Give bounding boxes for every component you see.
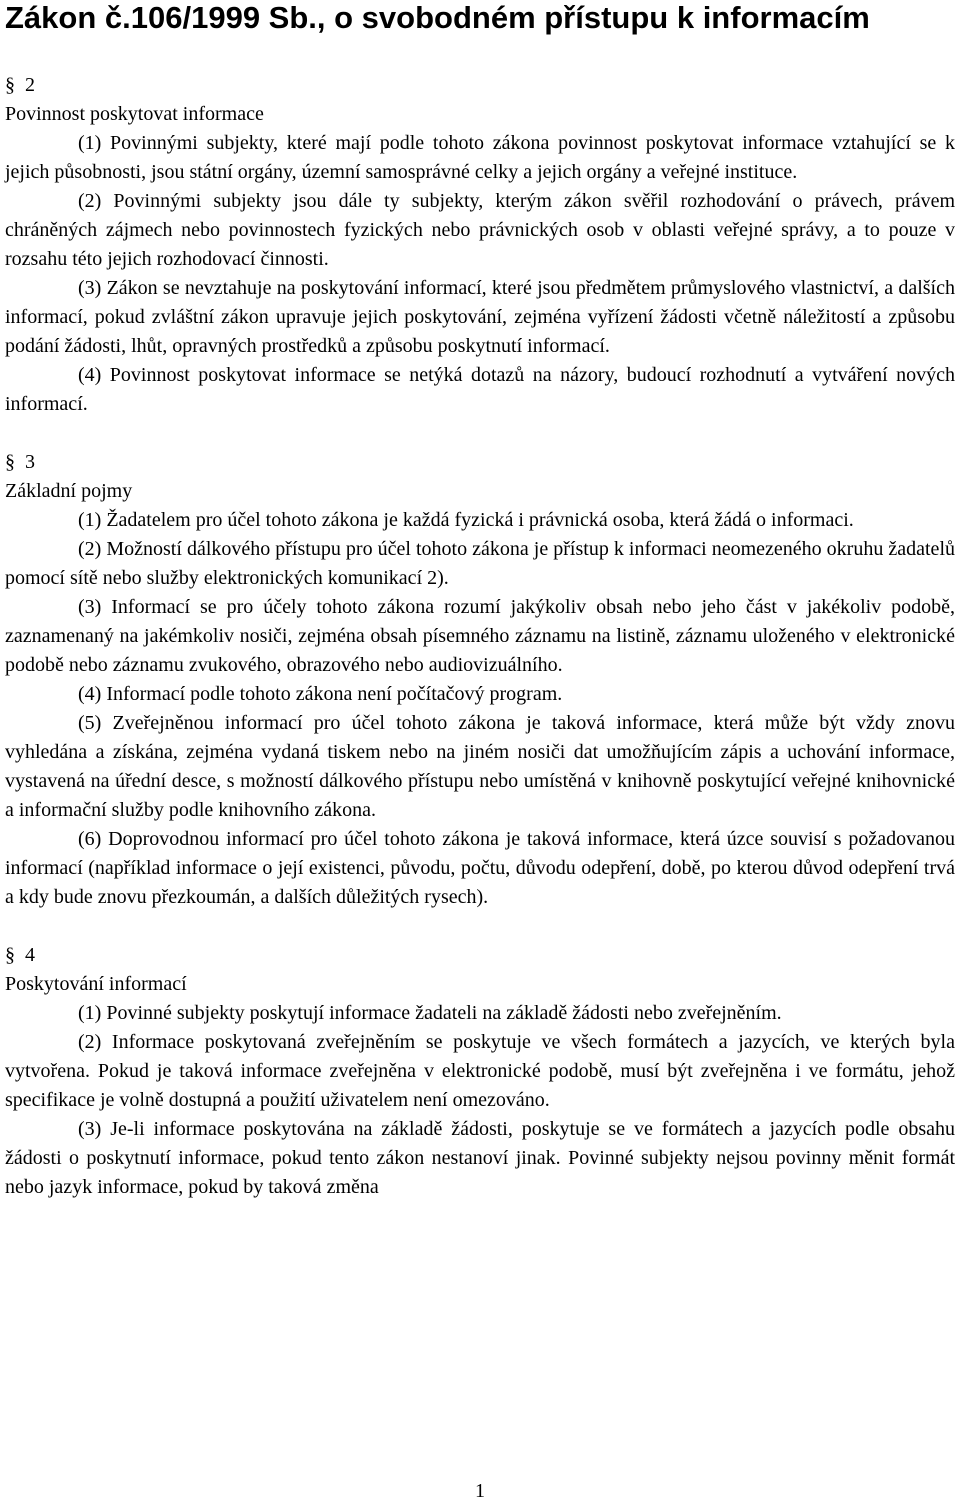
spacer [5, 912, 955, 941]
section-title: Poskytování informací [5, 973, 187, 995]
section-number [5, 941, 955, 970]
paragraph: (2) Povinnými subjekty jsou dále ty subjekty, kterým zákon svěřil rozhodování o právech, právem chráněných zájmech nebo povinnostech fyzických nebo právnických osob v oblasti veřejné správy, a to pouze v rozsahu této jejich rozhodovací činnosti. [5, 190, 955, 270]
paragraph: (1) Povinné subjekty poskytují informace žadateli na základě žádosti nebo zveřejněním. [78, 1002, 782, 1024]
section-number [5, 71, 955, 100]
paragraph: (2) Možností dálkového přístupu pro účel tohoto zákona je přístup k informaci neomezeného okruhu žadatelů pomocí sítě nebo služby elektronických komunikací 2). [5, 538, 955, 589]
section-2 [5, 71, 955, 419]
spacer [5, 36, 955, 71]
page-number: 1 [475, 1480, 485, 1502]
section-symbol: § [5, 74, 15, 96]
paragraph: (4) Povinnost poskytovat informace se netýká dotazů na názory, budoucí rozhodnutí a vytváření nových informací. [5, 364, 955, 415]
section-3 [5, 448, 955, 912]
paragraph: (3) Informací se pro účely tohoto zákona rozumí jakýkoliv obsah nebo jeho část v jakékoliv podobě, zaznamenaný na jakémkoliv nosiči, zejména obsah písemného záznamu na listině, záznamu uloženého v elektronické podobě nebo záznamu zvukového, obrazového nebo audiovizuálního. [5, 596, 955, 676]
document-page [5, 0, 955, 1202]
paragraph: (1) Povinnými subjekty, které mají podle tohoto zákona povinnost poskytovat informace vztahující se k jejich působnosti, jsou státní orgány, územní samosprávné celky a jejich orgány a veřejné instituce. [5, 132, 955, 183]
section-4 [5, 941, 955, 1202]
paragraph: (4) Informací podle tohoto zákona není počítačový program. [78, 683, 563, 705]
paragraph: (6) Doprovodnou informací pro účel tohoto zákona je taková informace, která úzce souvisí s požadovanou informací (například informace o její existenci, původu, počtu, důvodu odepření, době, po kterou důvod odepření trvá a kdy bude znovu přezkoumán, a dalších důležitých rysech). [5, 828, 955, 908]
section-number [5, 448, 955, 477]
spacer [5, 419, 955, 448]
section-number-value: 4 [25, 944, 35, 966]
section-number-value: 2 [25, 74, 35, 96]
paragraph: (1) Žadatelem pro účel tohoto zákona je každá fyzická i právnická osoba, která žádá o informaci. [78, 509, 854, 531]
paragraph: (2) Informace poskytovaná zveřejněním se poskytuje ve všech formátech a jazycích, ve kterých byla vytvořena. Pokud je taková informace zveřejněna v elektronické podobě, musí být zveřejněna i ve formátu, jehož specifikace je volně dostupná a použití uživatelem není omezováno. [5, 1031, 955, 1111]
section-title: Základní pojmy [5, 480, 133, 502]
section-symbol: § [5, 944, 15, 966]
paragraph: (3) Zákon se nevztahuje na poskytování informací, které jsou předmětem průmyslového vlastnictví, a dalších informací, pokud zvláštní zákon upravuje jejich poskytování, zejména vyřízení žádosti včetně náležitostí a způsobu podání žádosti, lhůt, opravných prostředků a způsobu poskytnutí informací. [5, 277, 955, 357]
section-number-value: 3 [25, 451, 35, 473]
paragraph: (5) Zveřejněnou informací pro účel tohoto zákona je taková informace, která může být vždy znovu vyhledána a získána, zejména vydaná tiskem nebo na jiném nosiči dat umožňujícím zápis a uchování informace, vystavená na úřední desce, s možností dálkového přístupu nebo umístěná v knihovně poskytující veřejné knihovnické a informační služby podle knihovního zákona. [5, 712, 955, 821]
paragraph: (3) Je-li informace poskytována na základě žádosti, poskytuje se ve formátech a jazycích podle obsahu žádosti o poskytnutí informace, pokud tento zákon nestanoví jinak. Povinné subjekty nejsou povinny měnit formát nebo jazyk informace, pokud by taková změna [5, 1118, 955, 1198]
section-symbol: § [5, 451, 15, 473]
document-title: Zákon č.106/1999 Sb., o svobodném přístupu k informacím [5, 0, 870, 35]
section-title: Povinnost poskytovat informace [5, 103, 264, 125]
